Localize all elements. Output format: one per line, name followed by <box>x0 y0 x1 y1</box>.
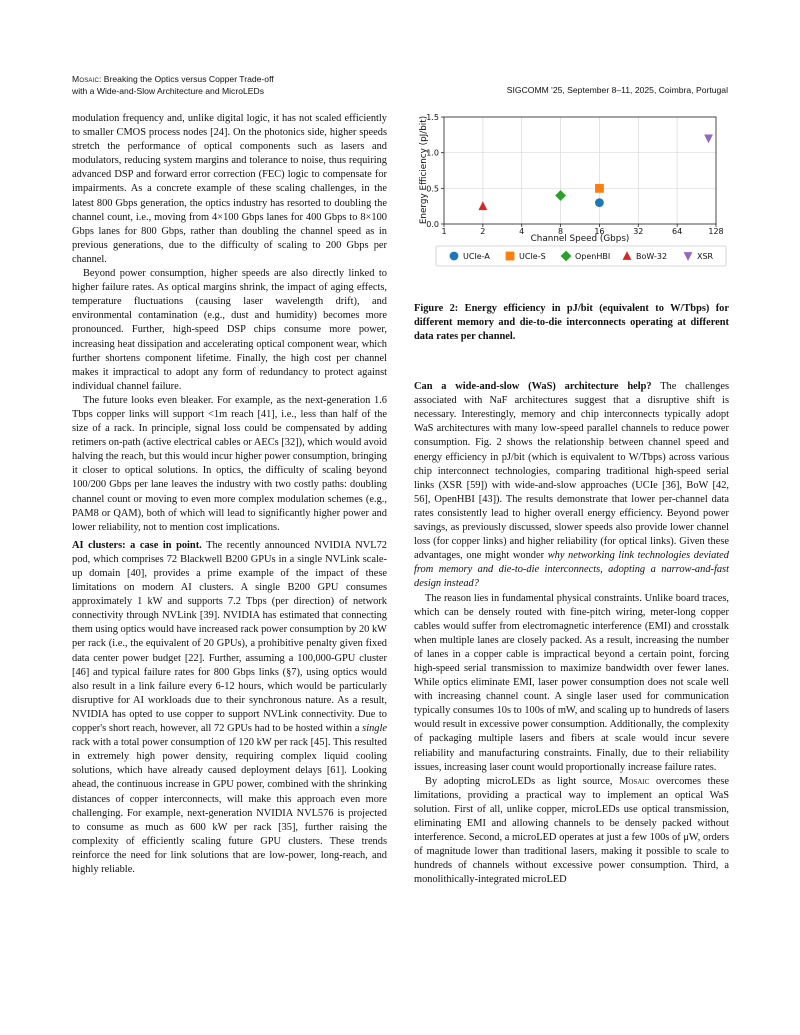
x-axis-label: Channel Speed (Gbps) <box>530 234 630 244</box>
paragraph: The reason lies in fundamental physical constraints. Unlike board traces, which can be densely routed with fine-pitch wiring, meter-long copper cables would suffer from electromagnetic interference (EMI) and crosstalk when multiple lanes are closely packed. As a result, increasing the number of lanes in a copper cable is impractical beyond a certain point, forcing high-speed serial transmission to maximize bandwidth over fewer lanes. While optics eliminate EMI, laser power consumption does not scale well with increasing channel count. A single laser used for communication typically consumes 10s to 100s of mW, and scaling up to hundreds of lasers would result in excessive power consumption. Additionally, the complexity of packaging multiple lasers and fibers at scale would incur severe reliability and manufacturing constraints. Finally, due to their reliability issues, increasing laser count would proportionally increase failure rates. <box>414 592 729 773</box>
figure-caption: Figure 2: Energy efficiency in pJ/bit (equivalent to W/Tbps) for different memory and die-to-die interconnects operating at different data rates per channel. <box>414 303 729 343</box>
right-column <box>414 112 729 887</box>
x-tick-label: 128 <box>708 227 724 236</box>
data-point-bow-32 <box>478 201 487 210</box>
data-points <box>478 135 712 211</box>
legend-label: BoW-32 <box>636 252 668 261</box>
data-point-ucie-s <box>595 184 604 193</box>
x-tick-label: 1 <box>441 227 447 236</box>
paragraph: Beyond power consumption, higher speeds are also directly linked to higher failure rates. As optical margins shrink, the impact of aging effects, temperature fluctuations (causing laser wavelength drift), and environmental contamination (e.g., dust and humidity) becomes more pronounced. Further, high-speed DSP chips consume more power, increasing heat dissipation and accelerating optical component wear, which further shortens component lifetime. Finally, the high cost per channel makes it impractical to adopt any form of redundancy to protect against individual channel failure. <box>72 268 387 392</box>
running-header-left <box>72 74 274 97</box>
legend-label: UCIe-S <box>519 252 546 261</box>
paragraph-text: By adopting microLEDs as light source, <box>425 775 620 787</box>
left-column <box>72 112 387 877</box>
paragraph-mosaic <box>414 775 729 888</box>
paragraph-text: The recently announced NVIDIA NVL72 pod, which comprises 72 Blackwell B200 GPUs in a single NVLink scale-up domain [40], provides a prime example of the impact of these limitations on modern AI clusters. A single B200 GPU consumes approximately 1 kW and supports 7.2 Tbps (per direction) of network connectivity through NVLink [39]. NVIDIA has estimated that connecting them using optics would have increased rack power consumption by 20 kW per rack (i.e., the equivalent of 20 GPUs), a prohibitive penalty given fixed data center power budget [22]. Further, assuming a 100,000-GPU cluster [46] and typical failure rates for 800 Gbps links (§7), using optics would also result in a link failure every 6-12 hours, which would be particularly disruptive for AI workloads due to their synchronous nature. As a result, NVIDIA has opted to use copper to support NVLink connectivity. Due to copper's short reach, however, all 72 GPUs had to be hosted within a <box>72 539 387 735</box>
x-tick-label: 16 <box>594 227 605 236</box>
x-tick-label: 4 <box>519 227 525 236</box>
data-point-ucie-a <box>595 198 604 207</box>
run-in-heading: Can a wide-and-slow (WaS) architecture help? <box>414 381 652 393</box>
paragraph-text: rack with a total power consumption of 120 kW per rack [45]. This resulted in extremely high power density, requiring complex liquid cooling solutions, which have already caused deployment delays [61]. Looking ahead, the continuous increase in GPU power, combined with the shrinking distances of copper interconnects, will make this approach even more challenging. For example, next-generation NVIDIA NVL576 is projected to consume as much as 600 kW per rack [35], further raising the complexity of efficiently scaling future GPU clusters. These trends reinforce the need for link solutions that are low-power, long-reach, and highly reliable. <box>72 737 387 875</box>
run-in-heading: AI clusters: a case in point. <box>72 539 202 551</box>
x-tick-label: 2 <box>480 227 486 236</box>
paragraph-ai-clusters <box>72 539 387 877</box>
data-point-xsr <box>704 135 713 144</box>
x-tick-label: 32 <box>633 227 644 236</box>
figure-2 <box>414 112 729 344</box>
y-axis-label: Energy Efficiency (pJ/bit) <box>419 115 429 225</box>
legend-label: UCIe-A <box>463 252 490 261</box>
running-header-right: SIGCOMM '25, September 8–11, 2025, Coimbra, Portugal <box>506 85 728 95</box>
y-tick-label: 0.5 <box>426 184 439 194</box>
legend-marker-ucie-a <box>450 252 459 261</box>
x-tick-label: 64 <box>672 227 683 236</box>
emphasis: single <box>362 723 387 735</box>
x-tick-label: 8 <box>558 227 564 236</box>
paragraph-text: The challenges associated with NaF architectures suggest that a disruptive shift is necessary. Interestingly, memory and chip interconnects typically adopt WaS architectures with many low-speed parallel channels to reduce power consumption. Fig. 2 shows the relationship between channel speed and energy efficiency in pJ/bit (which is equivalent to W/Tbps) across various chip interconnect technologies, comparing traditional high-speed serial links (XSR [59]) with wide-and-slow approaches (UCIe [36], BoW [42, 56], OpenHBI [43]). The results demonstrate that lower per-channel data rates consistently lead to higher overall energy efficiency. Beyond power savings, as previously discussed, slower speeds also provide lower channel loss (for copper links) and higher reliability (for optical links). Given these advantages, one might wonder <box>414 381 729 562</box>
header-title-line2: with a Wide-and-Slow Architecture and MicroLEDs <box>72 85 265 96</box>
energy-efficiency-chart <box>414 112 729 270</box>
chart-legend <box>436 246 726 266</box>
paragraph-was <box>414 380 729 591</box>
legend-marker-ucie-s <box>506 252 515 261</box>
y-tick-label: 1.5 <box>426 113 439 122</box>
header-title-smallcaps: Mosaic <box>72 74 100 84</box>
paragraph: The future looks even bleaker. For example, as the next-generation 1.6 Tbps copper links will support <1m reach [41], i.e., less than half of the size of a rack. In principle, signal loss could be compensated by adding retimers on-path (active electrical cables or AECs [32]), which would avoid halving the reach, but this would incur higher power consumption, bringing it closer to optical solutions. In optics, the difficulty of scaling beyond 100/200 Gbps per lane leaves the industry with two costly paths: doubling channel count or moving to even more complex modulation schemes (e.g., PAM8 or QAM), both of which will lead to significantly higher power and lower reliability, not to mention cost implications. <box>72 394 387 533</box>
y-tick-label: 0.0 <box>426 220 439 229</box>
y-tick-label: 1.0 <box>426 148 439 158</box>
legend-label: OpenHBI <box>575 252 611 261</box>
paragraph: modulation frequency and, unlike digital logic, it has not scaled efficiently to smaller CMOS process nodes [24]. On the photonics side, higher speeds stretch the performance of optical components such as lasers and modulators, reducing system margins and tolerance to noise, thus requiring advanced DSP and forward error correction (FEC) logic to compensate for impairments. As a concrete example of these scaling challenges, in the latest 800 Gbps generation, the optics industry has resorted to doubling the channel count, i.e., moving from 4×100 Gbps lanes for 400 Gbps to 8×100 Gbps lanes for 800 Gbps, rather than doubling the channel speed as in previous generations, due to the difficulty of scaling to 200 Gbps per channel. <box>72 113 387 265</box>
emphasis: why networking link technologies deviated from memory and die-to-die interconnects, adopting a narrow-and-fast design instead? <box>414 550 729 590</box>
system-name-smallcaps: Mosaic <box>619 775 650 787</box>
paragraph-text: overcomes these limitations, providing a practical way to implement an optical WaS solution. First of all, unlike copper, microLEDs use optical transmission, eliminating EMI and allowing channels to be densely packed without interference. Second, a microLED operates at just a few 100s of μW, orders of magnitude lower than traditional lasers, making it possible to scale to hundreds of channels without excessive power consumption. Third, a monolithically-integrated microLED <box>414 775 729 886</box>
legend-label: XSR <box>697 252 714 261</box>
header-title-rest: : Breaking the Optics versus Copper Trade-off <box>99 74 274 84</box>
data-point-openhbi <box>555 190 566 201</box>
